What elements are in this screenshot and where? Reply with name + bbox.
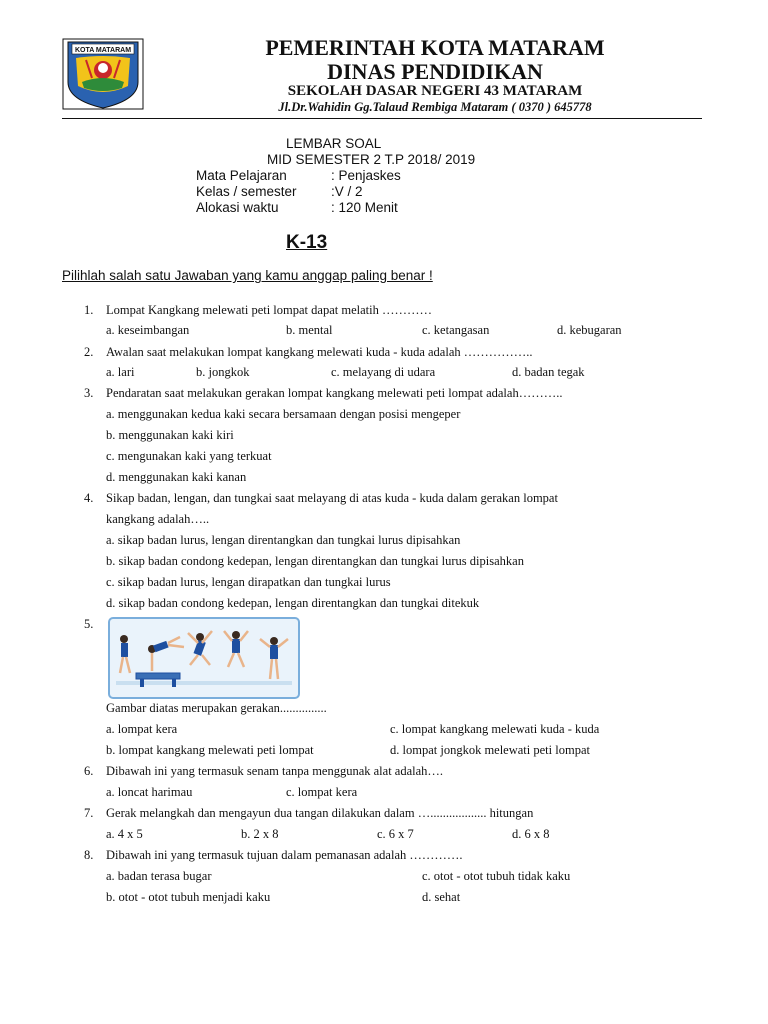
option-b: b. sikap badan condong kedepan, lengan direntangkan dan tungkai lurus dipisahkan bbox=[106, 554, 524, 568]
meta-value: :V / 2 bbox=[331, 184, 363, 199]
option-b: b. jongkok bbox=[196, 365, 250, 379]
letterhead-school: SEKOLAH DASAR NEGERI 43 MATARAM bbox=[287, 83, 583, 99]
option-b: b. 2 x 8 bbox=[241, 827, 279, 841]
option-c: c. ketangasan bbox=[422, 323, 490, 337]
question-text: Pendaratan saat melakukan gerakan lompat kangkang melewati peti lompat adalah……….. bbox=[106, 386, 563, 400]
question-number: 6. bbox=[84, 764, 94, 778]
question-number: 5. bbox=[84, 617, 94, 631]
option-c: c. otot - otot tubuh tidak kaku bbox=[422, 869, 571, 883]
letterhead-rule bbox=[62, 118, 702, 119]
question-text-continued: kangkang adalah….. bbox=[106, 512, 210, 526]
question-number: 4. bbox=[84, 491, 94, 505]
option-a: a. 4 x 5 bbox=[106, 827, 143, 841]
question-text: Lompat Kangkang melewati peti lompat dapat melatih ………… bbox=[106, 303, 432, 317]
question-text: Dibawah ini yang termasuk tujuan dalam pemanasan adalah …………. bbox=[106, 848, 463, 862]
question-number: 2. bbox=[84, 345, 94, 359]
question-number: 8. bbox=[84, 848, 94, 862]
option-b: b. lompat kangkang melewati peti lompat bbox=[106, 743, 314, 757]
letterhead-line-2: DINAS PENDIDIKAN bbox=[327, 59, 543, 84]
question-text: Gambar diatas merupakan gerakan............... bbox=[106, 701, 327, 715]
question-number: 7. bbox=[84, 806, 94, 820]
option-c: c. sikap badan lurus, lengan dirapatkan dan tungkai lurus bbox=[106, 575, 391, 589]
option-b: b. mental bbox=[286, 323, 333, 337]
option-a: a. lari bbox=[106, 365, 135, 379]
option-c: c. lompat kera bbox=[286, 785, 358, 799]
option-a: a. lompat kera bbox=[106, 722, 178, 736]
option-b: b. otot - otot tubuh menjadi kaku bbox=[106, 890, 271, 904]
option-c: c. 6 x 7 bbox=[377, 827, 414, 841]
question-number: 1. bbox=[84, 303, 94, 317]
option-a: a. menggunakan kedua kaki secara bersamaan dengan posisi mengeper bbox=[106, 407, 461, 421]
meta-label: Mata Pelajaran bbox=[196, 168, 287, 183]
option-a: a. badan terasa bugar bbox=[106, 869, 212, 883]
option-a: a. keseimbangan bbox=[106, 323, 190, 337]
option-d: d. badan tegak bbox=[512, 365, 585, 379]
sheet-title: LEMBAR SOAL bbox=[286, 136, 382, 151]
option-c: c. melayang di udara bbox=[331, 365, 436, 379]
option-d: d. lompat jongkok melewati peti lompat bbox=[390, 743, 590, 757]
gymnastics-vault-picture bbox=[108, 617, 300, 699]
instruction: Pilihlah salah satu Jawaban yang kamu anggap paling benar ! bbox=[62, 268, 433, 283]
question-text: Sikap badan, lengan, dan tungkai saat melayang di atas kuda - kuda dalam gerakan lompat bbox=[106, 491, 558, 505]
option-d: d. kebugaran bbox=[557, 323, 622, 337]
question-text: Awalan saat melakukan lompat kangkang melewati kuda - kuda adalah …………….. bbox=[106, 345, 533, 359]
option-c: c. lompat kangkang melewati kuda - kuda bbox=[390, 722, 600, 736]
meta-label: Kelas / semester bbox=[196, 184, 297, 199]
option-d: d. sehat bbox=[422, 890, 461, 904]
emblem-label: KOTA MATARAM bbox=[74, 47, 132, 54]
option-d: d. sikap badan condong kedepan, lengan direntangkan dan tungkai ditekuk bbox=[106, 596, 480, 610]
sheet-subtitle: MID SEMESTER 2 T.P 2018/ 2019 bbox=[267, 152, 476, 167]
letterhead-address: Jl.Dr.Wahidin Gg.Talaud Rembiga Mataram ( 0370 ) 645778 bbox=[278, 100, 592, 114]
question-text: Gerak melangkah dan mengayun dua tangan dilakukan dalam ….................. hitungan bbox=[106, 806, 534, 820]
option-b: b. menggunakan kaki kiri bbox=[106, 428, 234, 442]
question-number: 3. bbox=[84, 386, 94, 400]
option-d: d. menggunakan kaki kanan bbox=[106, 470, 247, 484]
option-d: d. 6 x 8 bbox=[512, 827, 550, 841]
meta-value: : 120 Menit bbox=[331, 200, 398, 215]
option-c: c. mengunakan kaki yang terkuat bbox=[106, 449, 272, 463]
letterhead-line-1: PEMERINTAH KOTA MATARAM bbox=[265, 35, 605, 60]
meta-label: Alokasi waktu bbox=[196, 200, 279, 215]
question-text: Dibawah ini yang termasuk senam tanpa menggunak alat adalah…. bbox=[106, 764, 444, 778]
option-a: a. sikap badan lurus, lengan direntangkan dan tungkai lurus dipisahkan bbox=[106, 533, 461, 547]
meta-value: : Penjaskes bbox=[331, 168, 401, 183]
option-a: a. loncat harimau bbox=[106, 785, 193, 799]
curriculum-heading: K-13 bbox=[286, 232, 328, 253]
